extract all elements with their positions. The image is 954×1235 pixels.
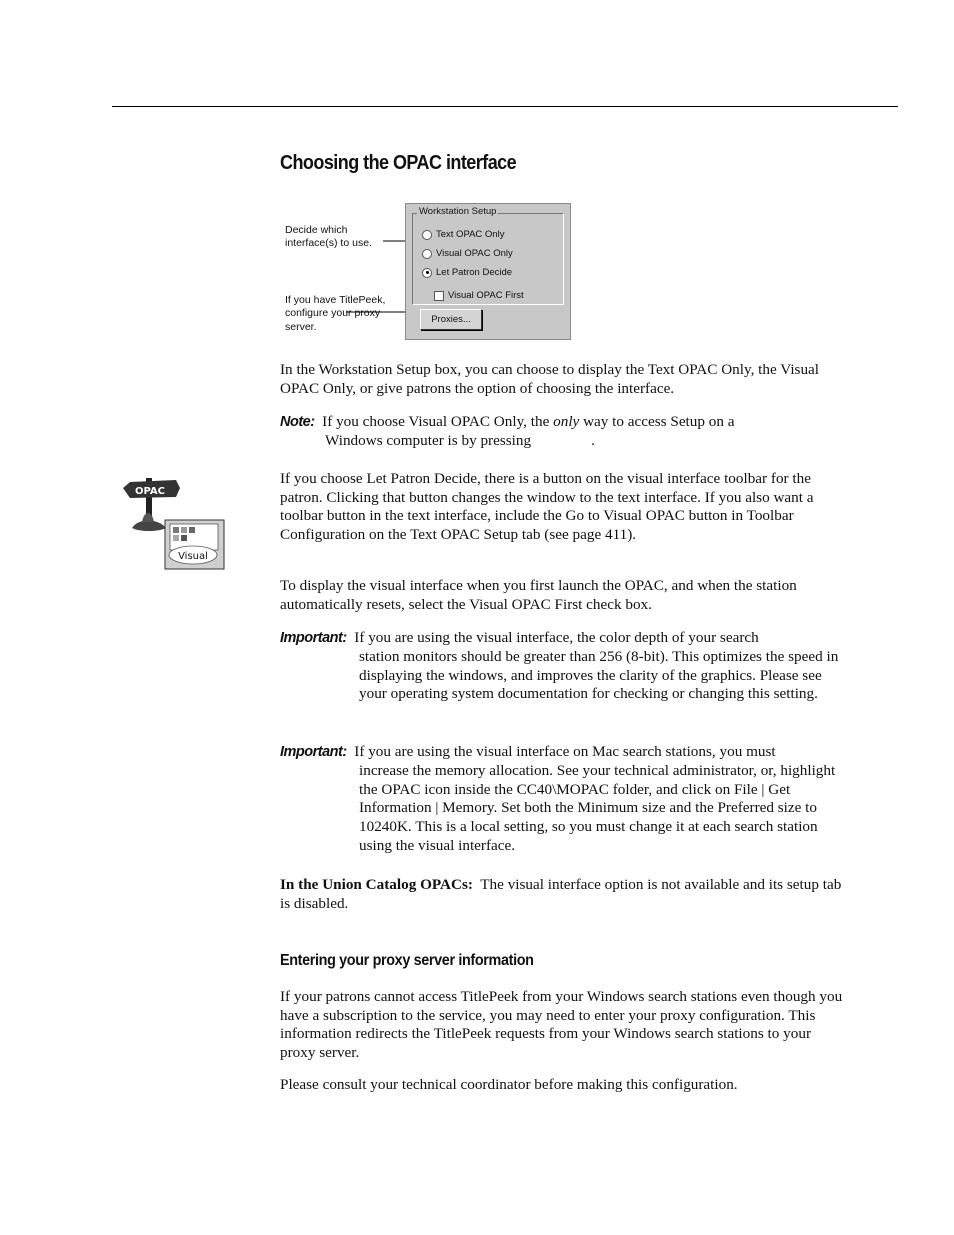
proxies-button[interactable]: Proxies...: [420, 309, 482, 330]
checkbox-visual-opac-first[interactable]: [434, 290, 524, 301]
important-2-label: Important:: [280, 744, 347, 760]
radio-icon: [422, 249, 432, 259]
group-title: Workstation Setup: [419, 206, 497, 217]
note-text-after-1: way to access Setup on a: [579, 413, 735, 430]
para-consult: Please consult your technical coordinator before making this configuration.: [280, 1076, 738, 1093]
radio-label: Let Patron Decide: [436, 267, 513, 278]
radio-visual-opac-only[interactable]: [422, 248, 513, 259]
para-patron-decide: If you choose Let Patron Decide, there is a button on the visual interface toolbar for the patron. Clicking that button changes the window to the text interface. If you also want a toolbar button in the text interface, include the Go to Visual OPAC button in Toolbar Configuration on the Text OPAC Setup tab (see page 411).: [280, 470, 814, 544]
note-continuation: [325, 432, 845, 451]
callout-interfaces: Decide which interface(s) to use.: [285, 224, 372, 250]
subsection-title: Entering your proxy server information: [280, 952, 534, 969]
radio-let-patron-decide[interactable]: [422, 267, 512, 278]
important-1-label: Important:: [280, 630, 347, 646]
note-text-before: If you choose Visual OPAC Only, the: [322, 413, 554, 430]
opac-sign-visual-button-icon: [118, 470, 228, 570]
important-2: [280, 743, 844, 762]
checkbox-icon: [434, 291, 444, 301]
note-text-after-2: Windows computer is by pressing: [325, 432, 532, 449]
radio-icon: [422, 230, 432, 240]
callout-titlepeek: If you have TitlePeek, configure your proxy server.: [285, 294, 386, 333]
checkbox-label: Visual OPAC First: [448, 290, 524, 301]
workstation-setup-dialog: [405, 203, 571, 340]
important-1: [280, 629, 844, 648]
visual-button-label: Visual: [178, 551, 208, 562]
important-1-rest: station monitors should be greater than 256 (8-bit). This optimizes the speed in displaying the windows, and improves the clarity of the graphics. Please see your operating system documentation for checking or changing this setting.: [359, 648, 839, 703]
union-catalog-para: [280, 876, 844, 913]
para-visual-first: To display the visual interface when you first launch the OPAC, and when the station automatically resets, select the Visual OPAC First check box.: [280, 577, 797, 613]
radio-label: Text OPAC Only: [436, 229, 505, 240]
sign-text: OPAC: [135, 486, 165, 497]
note-label: Note:: [280, 414, 315, 430]
section-title: Choosing the OPAC interface: [280, 152, 517, 174]
radio-text-opac-only[interactable]: [422, 229, 504, 240]
note: [280, 413, 844, 432]
radio-label: Visual OPAC Only: [436, 248, 513, 259]
note-emphasis: only: [553, 413, 580, 430]
note-end-punct: .: [591, 432, 595, 449]
union-catalog-text: The visual interface option is not available and its setup tab is disabled.: [280, 876, 842, 912]
para-workstation: In the Workstation Setup box, you can choose to display the Text OPAC Only, the Visual OPAC Only, or give patrons the option of choosing the interface.: [280, 361, 820, 397]
important-2-first-line: If you are using the visual interface on Mac search stations, you must: [354, 743, 776, 760]
union-catalog-label: In the Union Catalog OPACs:: [280, 876, 473, 893]
radio-selected-icon: [422, 268, 432, 278]
important-2-rest: increase the memory allocation. See your technical administrator, or, highlight the OPAC icon inside the CC40\MOPAC folder, and click on File | Get Information | Memory. Set both the Minimum size and the Preferred size to 10240K. This is a local setting, so you must change it at each search station using the visual interface.: [359, 762, 836, 854]
header-rule: [112, 106, 898, 107]
important-1-first-line: If you are using the visual interface, the color depth of your search: [354, 629, 759, 646]
para-proxy: If your patrons cannot access TitlePeek from your Windows search stations even though you have a subscription to the service, you may need to enter your proxy configuration. This information redirects the TitlePeek requests from your Windows search stations to your proxy server.: [280, 988, 843, 1062]
